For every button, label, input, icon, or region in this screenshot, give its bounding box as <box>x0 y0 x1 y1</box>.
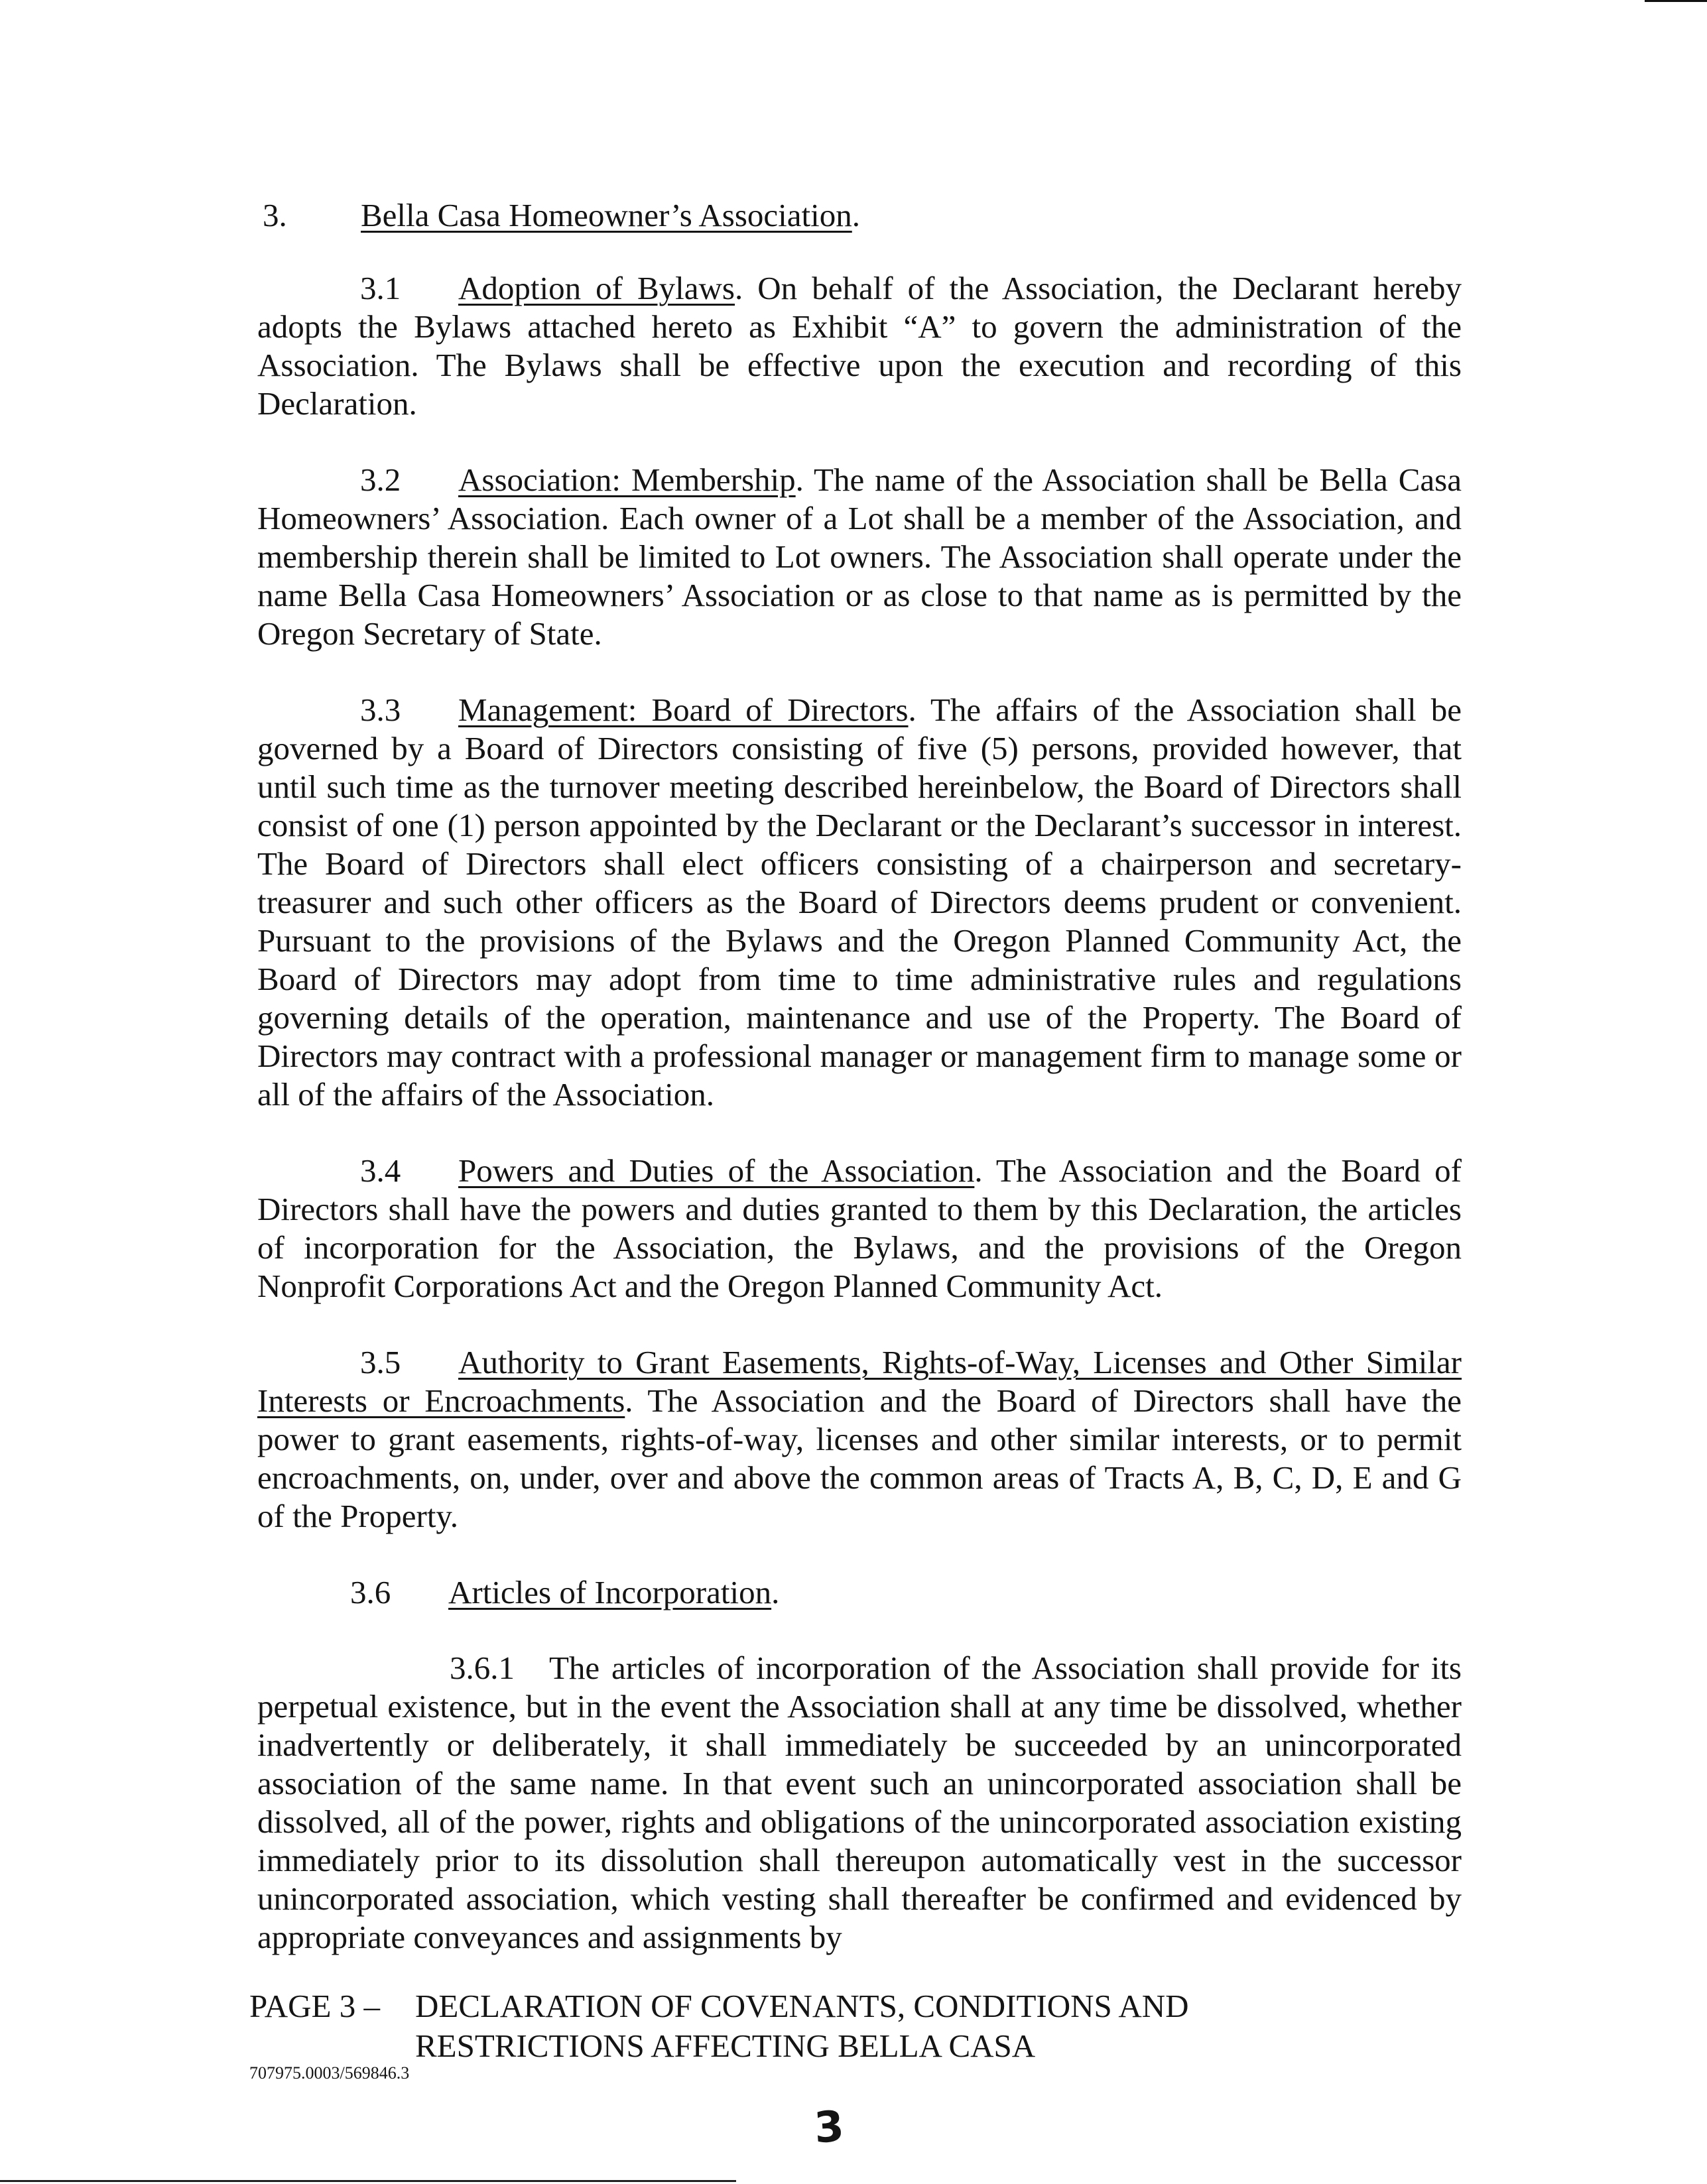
paragraph-heading: Association: Membership <box>458 461 796 498</box>
paragraph-number: 3.2 <box>360 461 401 498</box>
handwritten-page-number: 3 <box>812 2102 846 2154</box>
subparagraph-number: 3.6.1 <box>450 1650 515 1686</box>
scan-edge-top <box>1645 0 1707 2</box>
subsection-number: 3.6 <box>350 1574 391 1610</box>
paragraph-3-5 <box>257 1343 1462 1536</box>
subsection-title-period: . <box>771 1574 780 1610</box>
paragraph-text: . The affairs of the Association shall be governed by a Board of Directors consisting of five (5) persons, provided however, that until such time as the turnover meeting described hereinbelow, the Board of Directors shall consist of one (1) person appointed by the Declarant or the Declarant’s successor in interest. The Board of Directors shall elect officers consisting of a chairperson and secretary-treasurer and such other officers as the Board of Directors deems prudent or convenient. Pursuant to the provisions of the Bylaws and the Oregon Planned Community Act, the Board of Directors may adopt from time to time administrative rules and regulations governing details of the operation, maintenance and use of the Property. The Board of Directors may contract with a professional manager or management firm to manage some or all of the affairs of the Association. <box>257 692 1462 1113</box>
paragraph-3-3 <box>257 691 1462 1114</box>
footer-title-line-2: RESTRICTIONS AFFECTING BELLA CASA <box>415 2028 1036 2064</box>
paragraph-text: . The Association and the Board of Directors shall have the power to grant easements, rights-of-way, licenses and other similar interests, or to permit encroachments, on, under, over and above the common areas of Tracts A, B, C, D, E and G of the Property. <box>257 1382 1462 1534</box>
footer-line-1 <box>249 1986 1188 2026</box>
section-title: Bella Casa Homeowner’s Association <box>361 197 852 233</box>
subparagraph-text: The articles of incorporation of the Association shall provide for its perpetual existence, but in the event the Association shall at any time be dissolved, whether inadvertently or deliberately, it shall immediately be succeeded by an unincorporated association of the same name. In that event such an unincorporated association shall be dissolved, all of the power, rights and obligations of the unincorporated association existing immediately prior to its dissolution shall thereupon automatically vest in the successor unincorporated association, which vesting shall thereafter be confirmed and evidenced by appropriate conveyances and assignments by <box>257 1650 1462 1955</box>
paragraph-heading: Powers and Duties of the Association <box>458 1152 975 1189</box>
paragraph-3-2 <box>257 461 1462 653</box>
paragraph-text: . The Association and the Board of Directors shall have the powers and duties granted to them by this Declaration, the articles of incorporation for the Association, the Bylaws, and the provisions of the Oregon Nonprofit Corporations Act and the Oregon Planned Community Act. <box>257 1152 1462 1304</box>
paragraph-number: 3.1 <box>360 270 401 306</box>
paragraph-3-1 <box>257 269 1462 423</box>
page-footer <box>249 1986 1188 2066</box>
paragraph-heading: Adoption of Bylaws <box>458 270 735 306</box>
document-code: 707975.0003/569846.3 <box>249 2063 410 2083</box>
subsection-heading <box>257 1573 1462 1612</box>
paragraph-text: . The name of the Association shall be Bella Casa Homeowners’ Association. Each owner of a Lot shall be a member of the Association, and membership therein shall be limited to Lot owners. The Association shall operate under the name Bella Casa Homeowners’ Association or as close to that name as is permitted by the Oregon Secretary of State. <box>257 461 1462 652</box>
section-heading <box>263 196 1462 235</box>
subparagraph-3-6-1 <box>257 1649 1462 1957</box>
paragraph-heading: Authority to Grant Easements, Rights-of-Way, Licenses and Other Similar Interests or Encroachments <box>257 1344 1462 1419</box>
subsection-title: Articles of Incorporation <box>448 1574 772 1610</box>
paragraph-text: . On behalf of the Association, the Declarant hereby adopts the Bylaws attached hereto as Exhibit “A” to govern the administration of the Association. The Bylaws shall be effective upon the execution and recording of this Declaration. <box>257 270 1462 422</box>
document-body <box>257 196 1462 1957</box>
footer-page-label: PAGE 3 – <box>249 1988 380 2024</box>
paragraph-heading: Management: Board of Directors <box>458 692 909 728</box>
paragraph-3-4 <box>257 1152 1462 1305</box>
paragraph-number: 3.4 <box>360 1152 401 1189</box>
paragraph-number: 3.5 <box>360 1344 401 1380</box>
footer-title-line-1: DECLARATION OF COVENANTS, CONDITIONS AND <box>415 1988 1189 2024</box>
section-number: 3. <box>263 197 287 233</box>
paragraph-number: 3.3 <box>360 692 401 728</box>
scan-edge-bottom <box>0 2180 736 2182</box>
section-title-period: . <box>852 197 861 233</box>
